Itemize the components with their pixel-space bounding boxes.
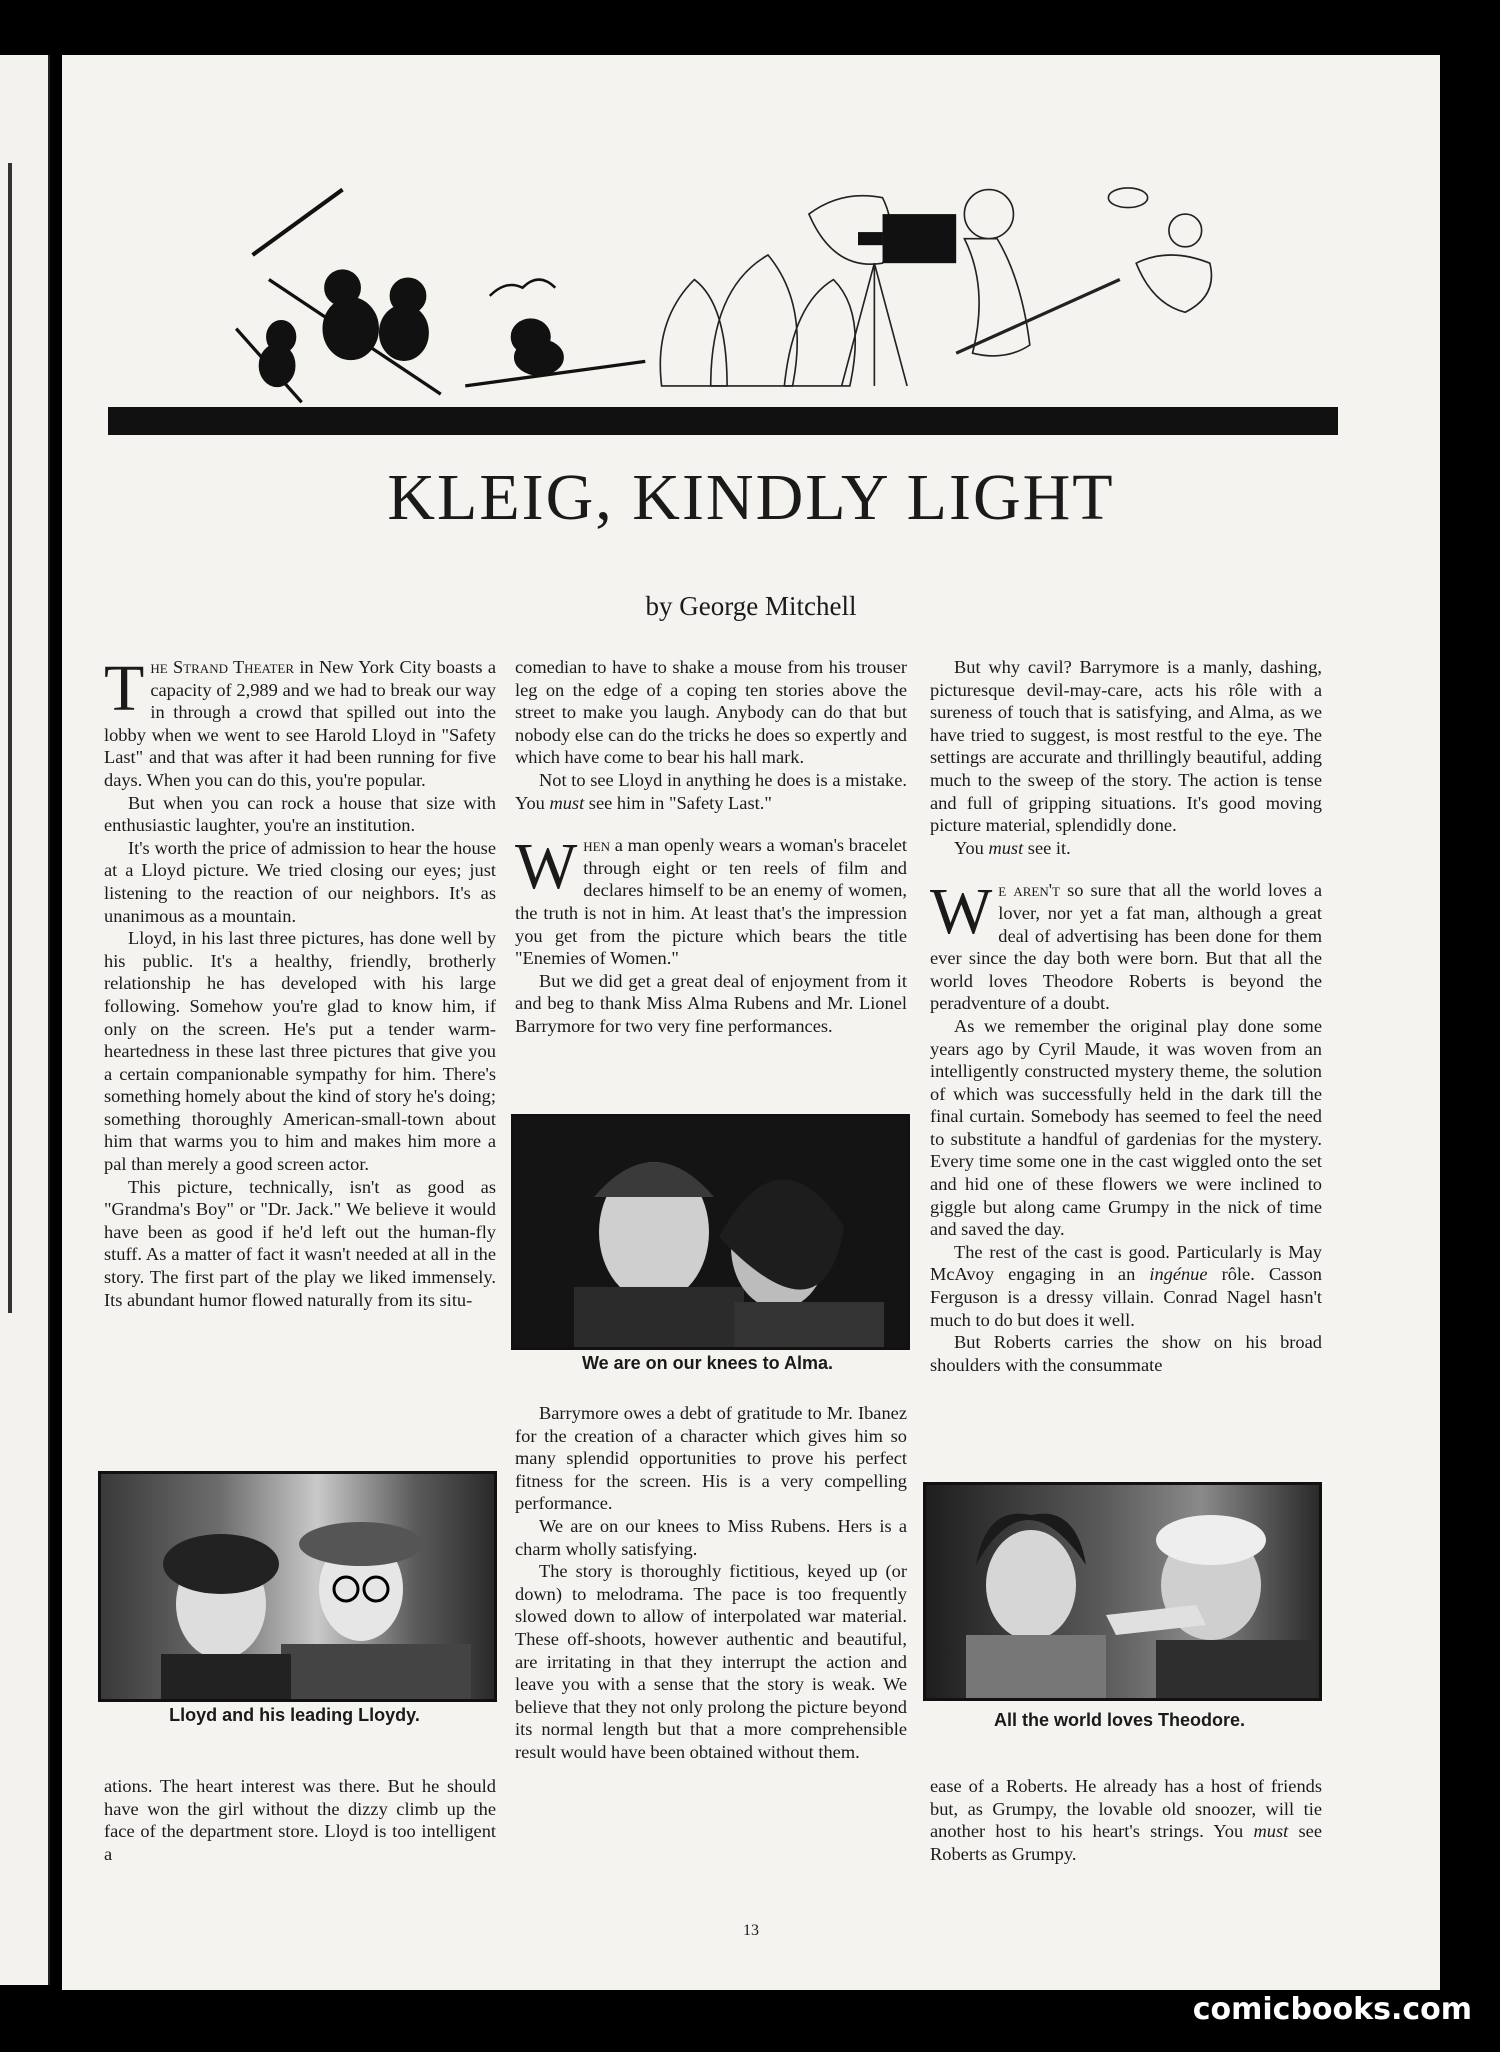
paragraph: This picture, technically, isn't as good as "Grandma's Boy" or "Dr. Jack." We believe it would have been as good if he'd left out the human-fly stuff. As a matter of fact it wasn't needed at all in the story. The first part of the play we liked immensely. Its abundant humor flowed naturally from its situ-	[104, 1176, 496, 1310]
emphasis: ingénue	[1149, 1264, 1208, 1285]
paragraph-text: a man openly wears a woman's bracelet through eight or ten reels of film and declares himself to be an enemy of women, the truth is not in him. At least that's the impression you get from the picture which bears the title "Enemies of Women."	[515, 835, 907, 969]
paragraph: But when you can rock a house that size with enthusiastic laughter, you're an institution.	[104, 792, 496, 836]
paragraph: It's worth the price of admission to hear the house at a Lloyd picture. We tried closing our eyes; just listening to the reaction of our neighbors. It's as unanimous as a mountain.	[104, 837, 496, 926]
paragraph-text: see him in "Safety Last."	[584, 792, 772, 813]
paragraph-text: in New York City boasts a capacity of 2,989 and we had to break our way in through a crowd that spilled out into the lobby when we went to see Harold Lloyd in "Safety Last" and that was after it had been running for five days. When you can do this, you're popular.	[104, 657, 496, 790]
lead-in: e aren't	[998, 880, 1060, 901]
lead-in: he Strand Theater	[150, 657, 295, 677]
emphasis: must	[549, 792, 585, 813]
paragraph	[515, 769, 907, 814]
photo-lloyd	[98, 1471, 497, 1702]
page-number: 13	[743, 1922, 759, 1939]
paragraph	[930, 1241, 1322, 1331]
emphasis: must	[988, 837, 1024, 858]
caption-lloyd: Lloyd and his leading Lloydy.	[169, 1705, 420, 1725]
banner-ground-bar	[108, 407, 1338, 435]
paragraph	[930, 837, 1322, 860]
paragraph	[515, 830, 907, 970]
paragraph-text: You	[954, 837, 989, 858]
column-3-top	[930, 656, 1322, 1506]
column-2-top	[515, 656, 907, 1166]
adjacent-page-edge	[0, 55, 50, 1985]
paragraph-text: ease of a Roberts. He already has a host of friends but, as Grumpy, the lovable old snoozer, will tie another host to his heart's strings. You	[930, 1776, 1322, 1842]
article-title: KLEIG, KINDLY LIGHT	[387, 461, 1115, 534]
drop-cap: W	[930, 875, 993, 949]
paragraph: As we remember the original play done some years ago by Cyril Maude, it was woven from an intelligently constructed mystery theme, the solution of which was successfully held in the dark till the final curtain. Somebody has seemed to feel the need to substitute a handful of gardenias for the mystery. Every time some one in the cast wiggled onto the set and hid one of these flowers we were inclined to giggle but along came Grumpy in the nick of time and saved the day.	[930, 1015, 1322, 1240]
paragraph: But we did get a great deal of enjoyment from it and beg to thank Miss Alma Rubens and Mr. Lionel Barrymore for two very fine performances.	[515, 970, 907, 1036]
paragraph	[930, 875, 1322, 1015]
caption-theodore: All the world loves Theodore.	[993, 1710, 1246, 1730]
paragraph: But Roberts carries the show on his broad shoulders with the consummate	[930, 1332, 1322, 1375]
paragraph: Lloyd, in his last three pictures, has done well by his public. It's a healthy, friendly, brotherly relationship he has developed with his large following. Somehow you're glad to know him, if only on the screen. He's put a tender warm-heartedness in these last three pictures that give you a certain companionable sympathy for him. There's something homely about the kind of story he's doing; something thoroughly American-small-town about him that warms you to him and makes him more a pal than merely a good screen actor.	[104, 928, 496, 1175]
column-1-top	[104, 656, 496, 1506]
page-edge-rule	[8, 163, 12, 1313]
article-byline: by George Mitchell	[645, 591, 857, 621]
drop-cap: W	[515, 830, 578, 904]
photo-theodore	[923, 1482, 1322, 1701]
column-1-bottom	[104, 1775, 496, 1865]
photo-theodore-image	[926, 1485, 1319, 1698]
paragraph-text: rôle. Casson Ferguson is a dressy villain. Conrad Nagel hasn't much to do but does it well.	[930, 1264, 1322, 1330]
caption-alma: We are on our knees to Alma.	[581, 1353, 834, 1373]
paragraph: Barrymore owes a debt of gratitude to Mr. Ibanez for the creation of a character which gives him so many splendid opportunities to prove his perfect fitness for the screen. His is a very compelling performance.	[515, 1403, 907, 1514]
magazine-page	[62, 55, 1440, 1990]
paragraph-text: Not to see Lloyd in anything he does is a mistake. You	[515, 769, 907, 813]
paragraph-text: see Roberts as Grumpy.	[930, 1821, 1322, 1864]
paragraph	[104, 656, 496, 792]
paragraph: But why cavil? Barrymore is a manly, dashing, picturesque devil-may-care, acts his rôle with a sureness of touch that is satisfying, and Alma, as we have tried to suggest, is most restful to the eye. The settings are accurate and thrillingly beautiful, adding much to the sweep of the story. The action is tense and full of gripping situations. It's good moving picture material, splendidly done.	[930, 657, 1322, 836]
column-3-bottom	[930, 1775, 1322, 1865]
paragraph: ations. The heart interest was there. But he should have won the girl without the dizzy climb up the face of the department store. Lloyd is too intelligent a	[104, 1776, 496, 1864]
drop-cap: T	[104, 656, 145, 725]
site-watermark: comicbooks.com	[1192, 1992, 1472, 2027]
photo-alma	[511, 1114, 910, 1350]
paragraph-text: see it.	[1023, 837, 1071, 858]
emphasis: must	[1253, 1821, 1289, 1842]
paragraph: We are on our knees to Miss Rubens. Hers is a charm wholly satisfying.	[515, 1515, 907, 1559]
paragraph: comedian to have to shake a mouse from his trouser leg on the edge of a coping ten stories above the street to make you laugh. Anybody can do that but nobody else can do the tricks he does so expertly and which have come to bear his hall mark.	[515, 657, 907, 768]
photo-lloyd-image	[101, 1474, 494, 1699]
illustrated-banner	[108, 165, 1338, 435]
lead-in: hen	[583, 835, 611, 856]
paragraph: The story is thoroughly fictitious, keyed up (or down) to melodrama. The pace is too frequently slowed down to allow of interpolated war material. These off-shoots, however authentic and beautiful, are irritating in that they interrupt the action and leave you with a sense that the story is weak. We believe that they not only prolong the picture beyond its normal length but that a more comprehensible result would have been obtained without them.	[515, 1561, 907, 1762]
paragraph-text: so sure that all the world loves a lover, nor yet a fat man, although a great deal of advertising has been done for them ever since the day both were born. But that all the world loves Theodore Roberts is beyond the peradventure of a doubt.	[930, 880, 1322, 1014]
photo-alma-image	[514, 1117, 907, 1347]
column-2-bottom	[515, 1402, 907, 1764]
paragraph-text: The rest of the cast is good. Particularly is May McAvoy engaging in an	[930, 1241, 1322, 1285]
paragraph	[930, 1775, 1322, 1865]
